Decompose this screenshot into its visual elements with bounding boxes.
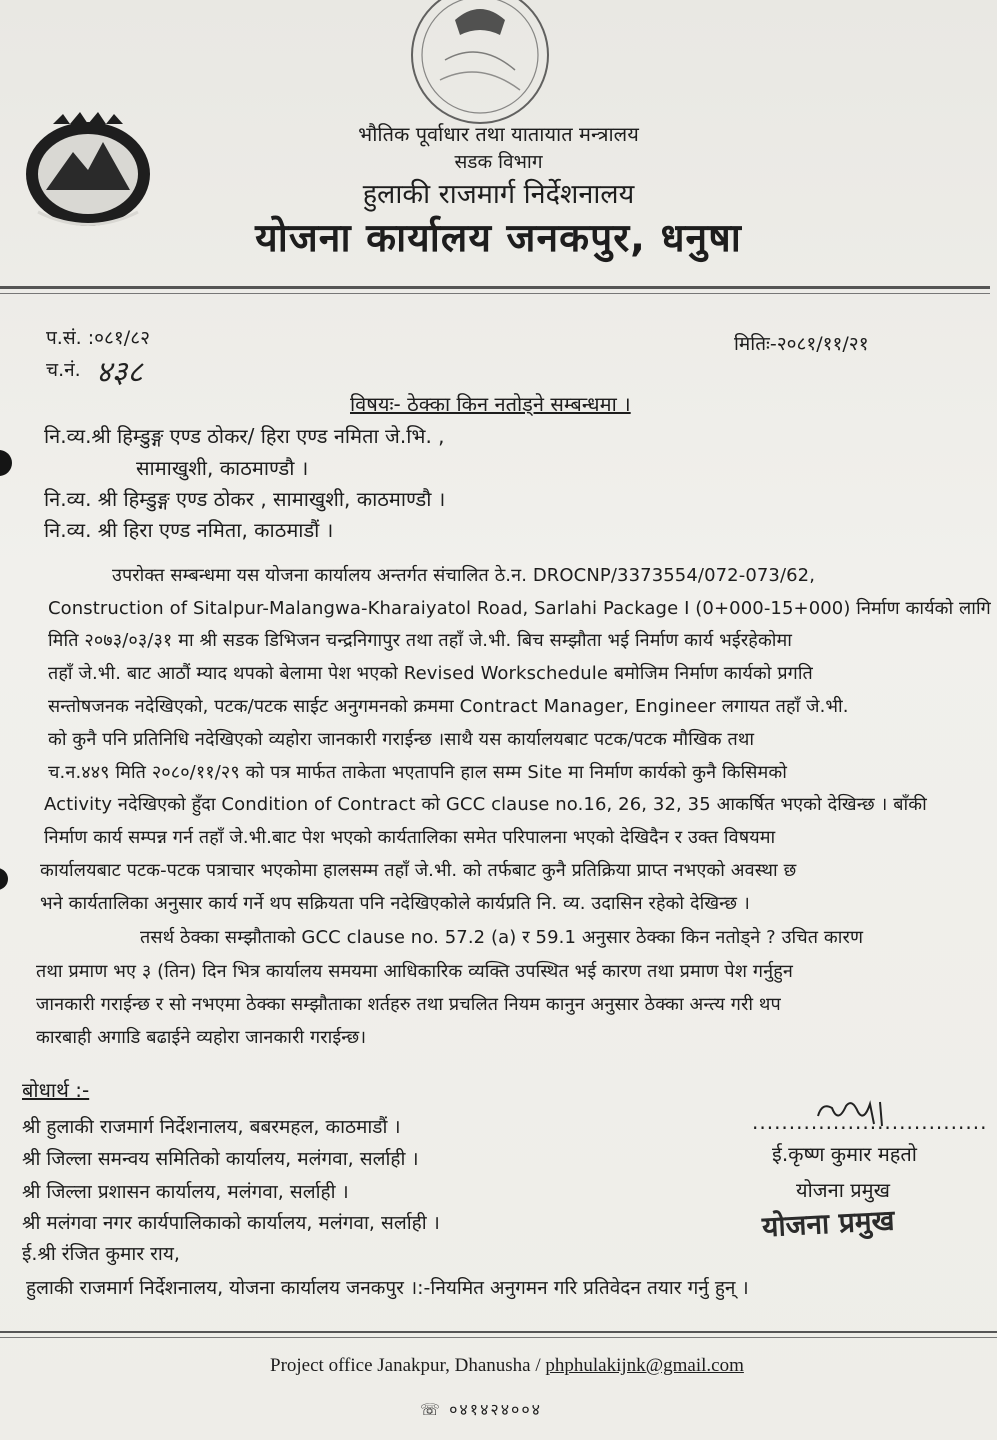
phone-icon: ☏ [420, 1400, 443, 1419]
body-line: तहाँ जे.भी. बाट आठौं म्याद थपको बेलामा पेश भएको Revised Workschedule बमोजिम निर्माण कार्यको प्रगति [48, 663, 813, 684]
footer-phone [420, 1398, 542, 1420]
body-line: कार्यालयबाट पटक-पटक पत्राचार भएकोमा हालसम्म तहाँ जे.भी. को तर्फबाट कुनै प्रतिक्रिया प्राप्त नभएको अवस्था छ [40, 860, 797, 881]
letter-date: मितिः-२०८१/११/२१ [734, 333, 869, 355]
ministry-name: भौतिक पूर्वाधार तथा यातायात मन्त्रालय [358, 122, 639, 146]
signature-line: ................................ [752, 1110, 988, 1134]
cc-item: श्री जिल्ला प्रशासन कार्यालय, मलंगवा, सर्लाही । [22, 1181, 349, 1203]
body-line: निर्माण कार्य सम्पन्न गर्न तहाँ जे.भी.बाट पेश भएको कार्यतालिका समेत परिपालना भएको देखिदैन र उक्त विषयमा [44, 827, 776, 848]
signer-name: ई.कृष्ण कुमार महतो [772, 1142, 917, 1166]
cc-item: श्री हुलाकी राजमार्ग निर्देशनालय, बबरमहल, काठमाडौं । [22, 1116, 401, 1138]
header-divider-thin [0, 293, 990, 294]
addressee-line: नि.व्य.श्री हिम्डुङ्ग एण्ड ठोकर/ हिरा एण्ड नमिता जे.भि. , [44, 424, 445, 448]
body-line: मिति २०७३/०३/३१ मा श्री सडक डिभिजन चन्द्रनिगापुर तथा तहाँ जे.भी. बिच सम्झौता भई निर्माण कार्य भईरहेकोमा [48, 630, 793, 651]
patra-sankhya: प.सं. :०८१/८२ [46, 327, 150, 349]
cc-heading: बोधार्थ :- [22, 1078, 90, 1102]
body-line: Construction of Sitalpur-Malangwa-Kharaiyatol Road, Sarlahi Package I (0+000-15+000) निर्माण कार्यको लागि [48, 598, 991, 619]
body-line: Activity नदेखिएको हुँदा Condition of Contract को GCC clause no.16, 26, 32, 35 आकर्षित भएको देखिन्छ । बाँकी [44, 794, 927, 815]
footer-phone-number: ०४१४२४००४ [449, 1400, 542, 1419]
body-line: कारबाही अगाडि बढाईने व्यहोरा जानकारी गराईन्छ। [36, 1027, 367, 1048]
footer-divider-thin [0, 1337, 997, 1338]
designation-stamp: योजना प्रमुख [761, 1203, 896, 1244]
department-name: सडक विभाग [454, 151, 543, 173]
office-seal-stamp [400, 0, 560, 130]
footer-contact [270, 1355, 744, 1377]
body-line: उपरोक्त सम्बन्धमा यस योजना कार्यालय अन्तर्गत संचालित ठे.न. DROCNP/3373554/072-073/62, [112, 565, 816, 586]
footer-office: Project office Janakpur, Dhanusha / [270, 1355, 541, 1376]
directorate-name: हुलाकी राजमार्ग निर्देशनालय [362, 179, 635, 210]
header-divider [0, 286, 990, 289]
cc-item: हुलाकी राजमार्ग निर्देशनालय, योजना कार्यालय जनकपुर ।:-नियमित अनुगमन गरि प्रतिवेदन तयार गर्नु हुन् । [26, 1277, 749, 1299]
punch-hole [0, 868, 8, 890]
office-name: योजना कार्यालय जनकपुर, धनुषा [255, 216, 742, 261]
body-line: भने कार्यतालिका अनुसार कार्य गर्ने थप सक्रियता पनि नदेखिएकोले कार्यप्रति नि. व्य. उदासिन रहेको देखिन्छ । [40, 893, 750, 914]
footer-email-link[interactable]: phphulakijnk@gmail.com [545, 1355, 744, 1376]
cc-item: श्री जिल्ला समन्वय समितिको कार्यालय, मलंगवा, सर्लाही । [22, 1148, 419, 1170]
punch-hole [0, 450, 12, 476]
footer-divider [0, 1331, 997, 1333]
cc-item: श्री मलंगवा नगर कार्यपालिकाको कार्यालय, मलंगवा, सर्लाही । [22, 1212, 440, 1234]
addressee-line: नि.व्य. श्री हिम्डुङ्ग एण्ड ठोकर , सामाखुशी, काठमाण्डौ । [44, 487, 446, 511]
signer-title: योजना प्रमुख [796, 1178, 890, 1202]
chalani-label: च.नं. [46, 359, 81, 381]
addressee-line: नि.व्य. श्री हिरा एण्ड नमिता, काठमाडौं । [44, 518, 334, 542]
body-line: तसर्थ ठेक्का सम्झौताको GCC clause no. 57.2 (a) र 59.1 अनुसार ठेक्का किन नतोड्ने ? उचित कारण [140, 927, 864, 948]
body-line: च.न.४४९ मिति २०८०/११/२९ को पत्र मार्फत ताकेता भएतापनि हाल सम्म Site मा निर्माण कार्यको कुनै किसिमको [48, 762, 788, 783]
body-line: को कुनै पनि प्रतिनिधि नदेखिएको व्यहोरा जानकारी गराईन्छ ।साथै यस कार्यालयबाट पटक/पटक मौखिक तथा [48, 729, 755, 750]
body-line: जानकारी गराईन्छ र सो नभएमा ठेक्का सम्झौताका शर्तहरु तथा प्रचलित नियम कानुन अनुसार ठेक्का अन्त्य गरी थप [36, 994, 781, 1015]
cc-item: ई.श्री रंजित कुमार राय, [22, 1243, 180, 1265]
chalani-number-handwritten: ४३८ [96, 355, 143, 390]
body-line: सन्तोषजनक नदेखिएको, पटक/पटक साईट अनुगमनको क्रममा Contract Manager, Engineer लगायत तहाँ जे.भी. [48, 696, 849, 717]
addressee-line: सामाखुशी, काठमाण्डौ । [136, 456, 309, 480]
body-line: तथा प्रमाण भए ३ (तिन) दिन भित्र कार्यालय समयमा आधिकारिक व्यक्ति उपस्थित भई कारण तथा प्रमाण पेश गर्नुहुन [36, 961, 793, 982]
letter-subject: विषयः- ठेक्का किन नतोड्ने सम्बन्धमा । [350, 392, 631, 416]
